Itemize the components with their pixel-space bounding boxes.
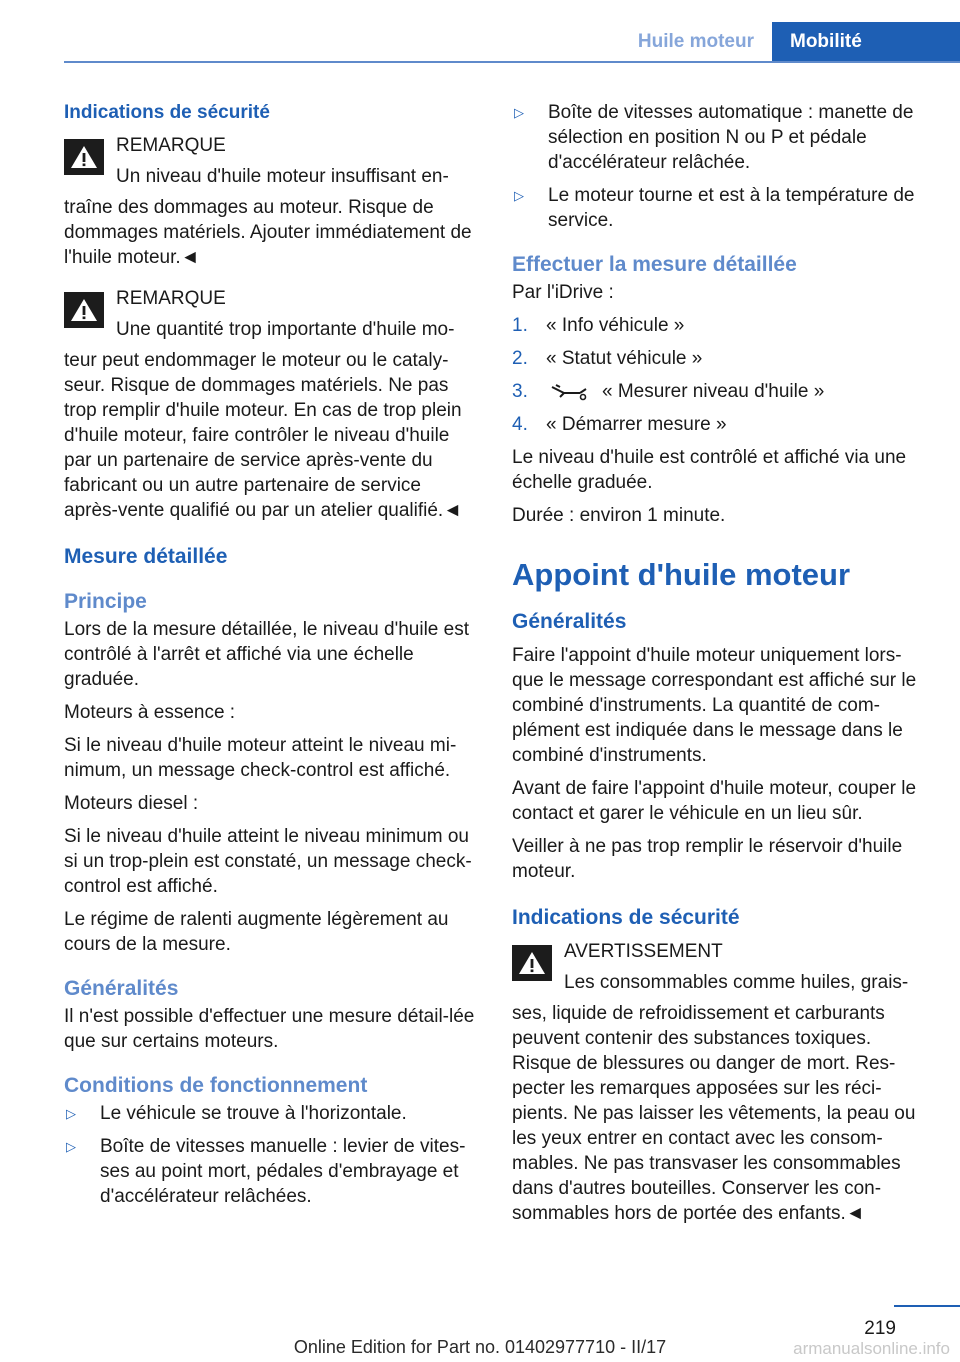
left-column — [64, 100, 476, 1217]
warning-text: ses, liquide de refroidissement et carburants peuvent contenir des substances toxiques. Risque de blessures ou danger de mort. Res-pecter les remarques apposées sur les réci-pients. Ne pas laisser les vêtements, la peau ou les yeux entrer en contact avec les consom-mables. Ne pas transvaser les consommables dans d'autres bouteilles. Conserver les con-sommables hors de portée des enfants.◄ — [512, 1003, 916, 1224]
list-item: 2. « Statut véhicule » — [512, 348, 703, 369]
notice-first-line: Un niveau d'huile moteur insuffisant en- — [116, 166, 449, 187]
triangle-bullet-icon: ▷ — [514, 188, 524, 203]
tab-huile-moteur[interactable]: Huile moteur — [620, 22, 772, 62]
essence-label: Moteurs à essence : — [64, 702, 236, 723]
header-divider — [64, 61, 960, 63]
list-item: 1. « Info véhicule » — [512, 315, 685, 336]
warning-triangle-icon — [64, 139, 104, 175]
idrive-label: Par l'iDrive : — [512, 282, 614, 303]
warning-title: AVERTISSEMENT — [564, 941, 723, 962]
effectuer-heading: Effectuer la mesure détaillée — [512, 253, 797, 276]
ralenti-text: Le régime de ralenti augmente légèrement au cours de la mesure. — [64, 909, 449, 955]
edition-line: Online Edition for Part no. 01402977710 - II/17 — [293, 1337, 667, 1357]
notice-title: REMARQUE — [116, 288, 226, 309]
notice-first-line: Une quantité trop importante d'huile mo- — [116, 319, 455, 340]
triangle-bullet-icon: ▷ — [514, 105, 524, 120]
tab-mobilite[interactable]: Mobilité — [772, 22, 960, 62]
right-column — [512, 100, 924, 1242]
page-number: 219 — [864, 1318, 896, 1339]
principe-heading: Principe — [64, 590, 147, 613]
list-item: ▷ Le moteur tourne et est à la température de service. — [514, 185, 915, 231]
list-item: 4. « Démarrer mesure » — [512, 414, 727, 435]
warning-triangle-icon — [64, 292, 104, 328]
notice-text: teur peut endommager le moteur ou le cataly-seur. Risque de dommages matériels. Ne pas trop remplir d'huile moteur. En cas de trop plein d'huile moteur, faire contrôler le niveau d'huile par un partenaire de service après-vente du fabricant ou un autre partenaire de service après-vente qualifié ou par un atelier qualifié.◄ — [64, 350, 462, 521]
list-item: 3. « Mesurer niveau d'huile » — [512, 381, 825, 402]
warning-triangle-icon — [512, 945, 552, 981]
generalites-text-1: Faire l'appoint d'huile moteur uniquement lors-que le message correspondant est affiché sur le combiné d'instruments. La quantité de com-plément est indiquée dans le message dans le combiné d'instruments. — [512, 645, 917, 766]
generalites-text-2: Avant de faire l'appoint d'huile moteur, couper le contact et garer le véhicule en un lieu sûr. — [512, 778, 917, 824]
principe-text: Lors de la mesure détaillée, le niveau d'huile est contrôlé à l'arrêt et affiché via une échelle graduée. — [64, 619, 469, 690]
generalites-text-left: Il n'est possible d'effectuer une mesure détail-lée que sur certains moteurs. — [64, 1006, 475, 1052]
notice-block-1 — [64, 133, 476, 270]
list-item: ▷ Boîte de vitesses automatique : manette de sélection en position N ou P et pédale d'accélérateur relâchée. — [514, 102, 914, 173]
notice-title: REMARQUE — [116, 135, 226, 156]
appoint-heading: Appoint d'huile moteur — [512, 557, 851, 592]
warning-first-line: Les consommables comme huiles, grais- — [564, 972, 909, 993]
warning-block — [512, 939, 924, 1226]
header-tabs — [620, 22, 960, 62]
triangle-bullet-icon: ▷ — [66, 1106, 76, 1121]
safety-heading-left: Indications de sécurité — [64, 102, 270, 123]
conditions-list — [64, 1101, 476, 1209]
result-text: Le niveau d'huile est contrôlé et affiché via une échelle graduée. — [512, 447, 907, 493]
oil-dipstick-icon — [550, 383, 588, 401]
essence-text: Si le niveau d'huile moteur atteint le niveau mi-nimum, un message check-control est affiché. — [64, 735, 457, 781]
generalites-heading-right: Généralités — [512, 610, 627, 633]
list-item: ▷ Boîte de vitesses manuelle : levier de vites-ses au point mort, pédales d'embrayage et d'accélérateur relâchées. — [66, 1136, 466, 1207]
triangle-bullet-icon: ▷ — [66, 1139, 76, 1154]
generalites-heading-left: Généralités — [64, 977, 179, 1000]
duration-text: Durée : environ 1 minute. — [512, 505, 726, 526]
steps-list — [512, 313, 924, 437]
conditions-list-continued — [512, 100, 924, 233]
conditions-heading: Conditions de fonctionnement — [64, 1074, 368, 1097]
diesel-text: Si le niveau d'huile atteint le niveau minimum ou si un trop-plein est constaté, un message check-control est affiché. — [64, 826, 472, 897]
safety-heading-right: Indications de sécurité — [512, 906, 740, 929]
generalites-text-3: Veiller à ne pas trop remplir le réservoir d'huile moteur. — [512, 836, 903, 882]
list-item: ▷ Le véhicule se trouve à l'horizontale. — [66, 1103, 407, 1124]
mesure-detaillee-heading: Mesure détaillée — [64, 545, 228, 568]
notice-text: traîne des dommages au moteur. Risque de dommages matériels. Ajouter immédiatement de l'huile moteur.◄ — [64, 197, 472, 268]
diesel-label: Moteurs diesel : — [64, 793, 199, 814]
notice-block-2 — [64, 286, 476, 523]
watermark: armanualsonline.info — [793, 1339, 950, 1358]
footer-divider — [894, 1305, 960, 1307]
